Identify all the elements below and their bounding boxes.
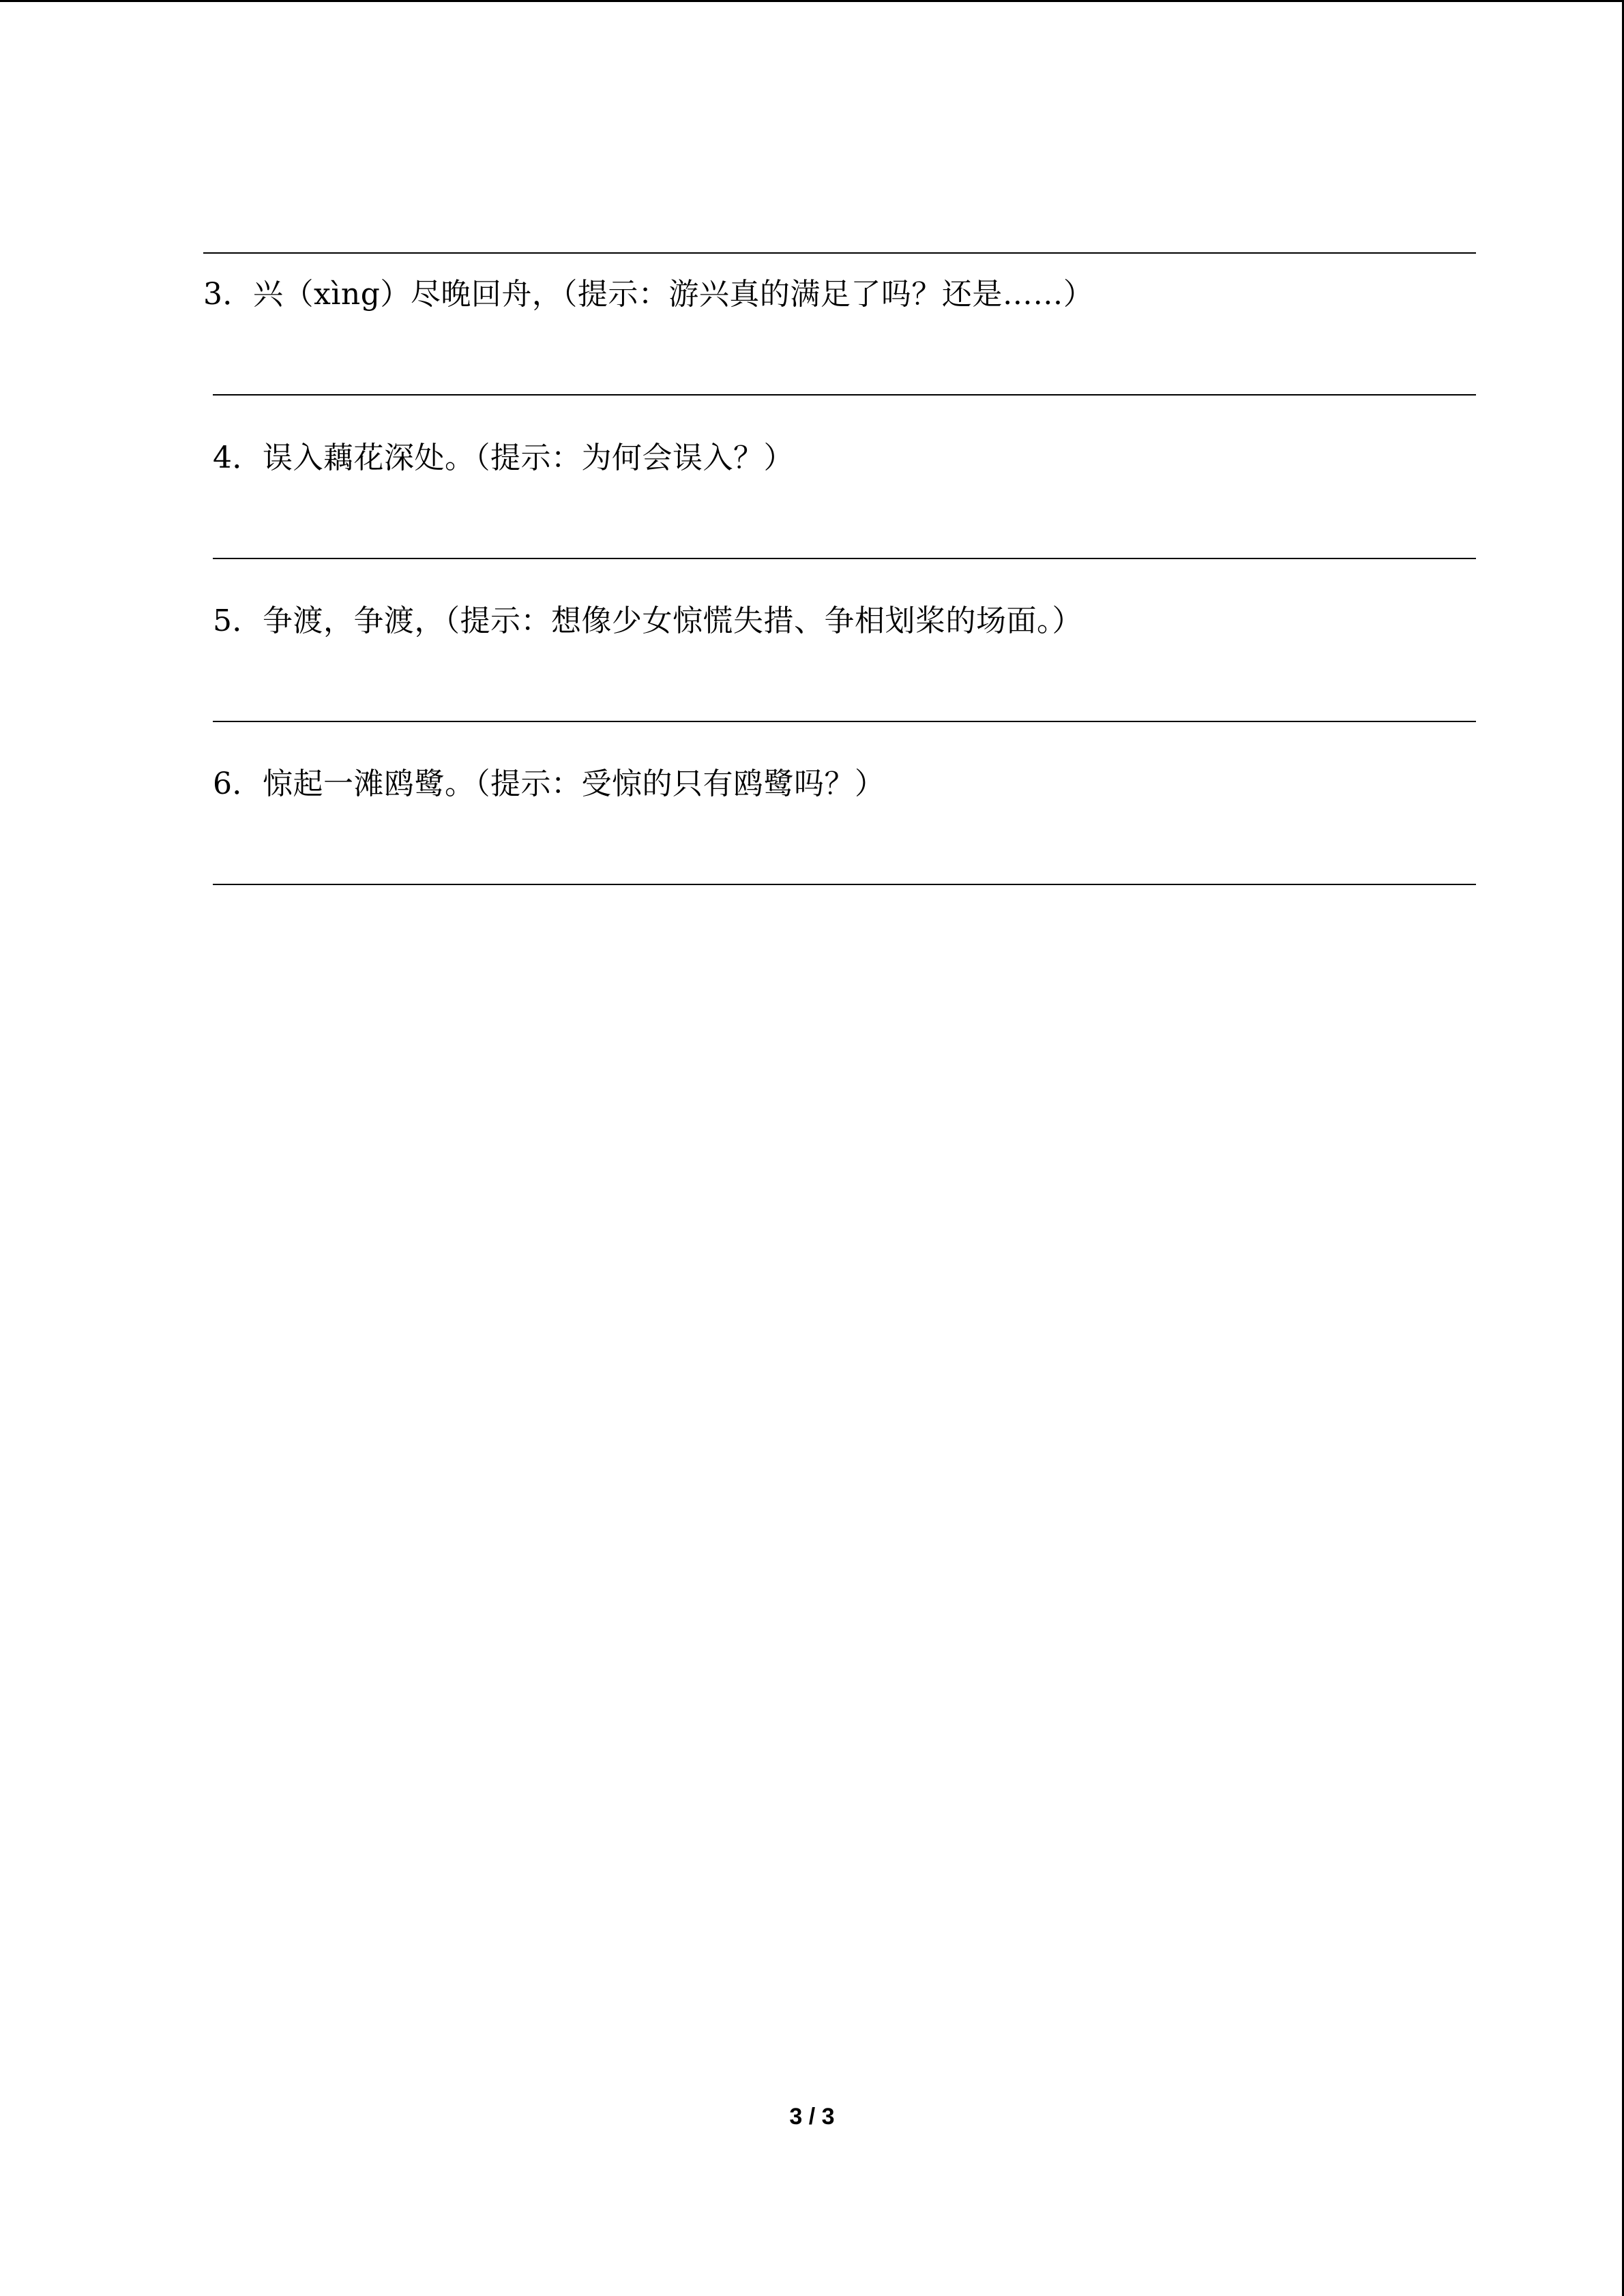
question-3 — [203, 275, 1093, 314]
question-text: 争渡，争渡，（提示：想像少女惊慌失措、争相划桨的场面。） — [263, 603, 1082, 638]
question-6 — [213, 765, 885, 803]
question-number: 6． — [213, 766, 263, 801]
question-4 — [213, 439, 794, 477]
question-number: 3． — [203, 277, 253, 312]
question-number: 4． — [213, 441, 263, 475]
answer-line — [213, 721, 1476, 722]
page-number: 3 / 3 — [789, 2104, 835, 2130]
answer-line — [203, 252, 1476, 254]
page-border-top — [0, 0, 1624, 2]
question-text: 误入藕花深处。（提示：为何会误入？） — [263, 441, 794, 475]
question-text: 兴（xìng）尽晚回舟，（提示：游兴真的满足了吗？还是……） — [253, 277, 1094, 312]
answer-line — [213, 558, 1476, 559]
question-number: 5． — [213, 603, 263, 638]
question-5 — [213, 602, 1082, 640]
answer-line — [213, 394, 1476, 396]
answer-line — [213, 884, 1476, 885]
question-text: 惊起一滩鸥鹭。（提示：受惊的只有鸥鹭吗？） — [263, 766, 885, 801]
